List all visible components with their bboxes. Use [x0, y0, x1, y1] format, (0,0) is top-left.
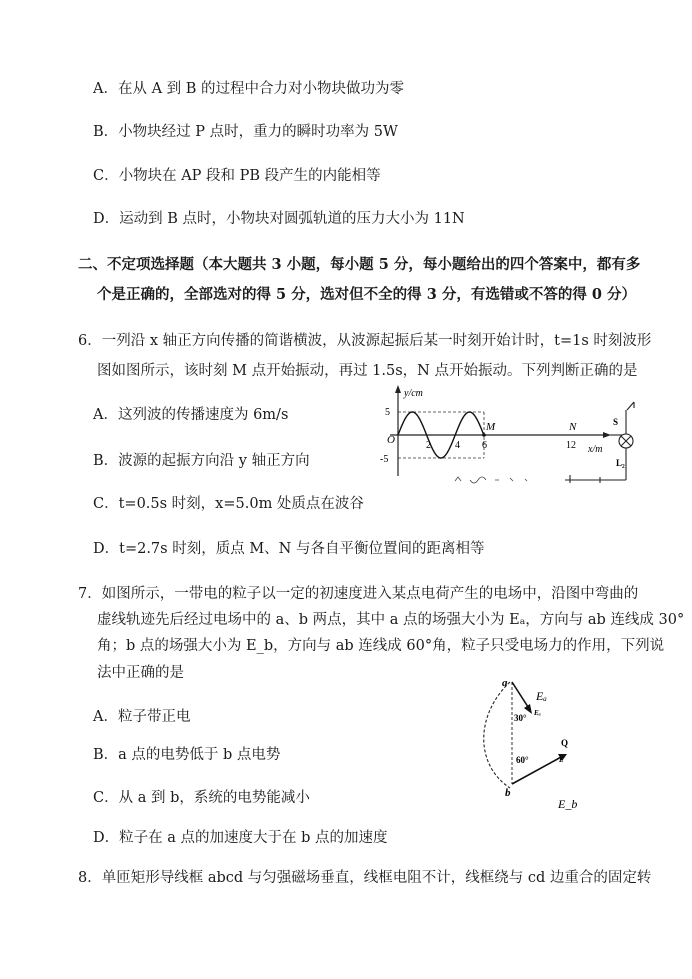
- wave-x-tick-4: 4: [455, 440, 460, 451]
- q6-stem-line2: 图如图所示，该时刻 M 点开始振动，再过 1.5s，N 点开始振动。下列判断正确的是: [97, 363, 638, 379]
- circuit-switch-label: S: [613, 417, 619, 427]
- q7-stem-line4: 法中正确的是: [97, 665, 184, 681]
- point-a-label: a: [502, 677, 508, 689]
- q-label: Q: [561, 738, 569, 748]
- wave-x-arrow: [603, 432, 611, 438]
- q7-stem-line2: 虚线轨迹先后经过电场中的 a、b 两点，其中 a 点的场强大小为 Eₐ，方向与 ab 连线成 30°: [97, 612, 685, 628]
- q7-stem-line3: 角；b 点的场强大小为 E_b，方向与 ab 连线成 60°角，粒子只受电场力的作用，下列说: [97, 638, 665, 654]
- wave-x-tick-12: 12: [566, 440, 576, 451]
- q7-option-d: D．粒子在 a 点的加速度大于在 b 点的加速度: [93, 830, 388, 846]
- field-b-small-label: E: [559, 756, 564, 764]
- q6-wave-figure: [360, 380, 650, 495]
- wave-point-n-label: N: [569, 421, 577, 433]
- wave-origin-label: O: [387, 434, 395, 446]
- wave-y-tick-5: 5: [385, 407, 390, 418]
- q7-option-a: A．粒子带正电: [93, 709, 191, 725]
- q6-option-a: A．这列波的传播速度为 6m/s: [93, 407, 289, 423]
- q6-stem-line1: 6．一列沿 x 轴正方向传播的简谐横波，从波源起振后某一时刻开始计时，t=1s 时刻波形: [78, 333, 652, 349]
- q8-stem-line1: 8．单匝矩形导线框 abcd 与匀强磁场垂直，线框电阻不计，线框绕与 cd 边重合的固定转: [78, 870, 652, 886]
- wave-y-tick-neg5: -5: [380, 454, 389, 465]
- section2-heading-line2: 个是正确的，全部选对的得 5 分，选对但不全的得 3 分，有选错或不答的得 0 分）: [97, 286, 637, 303]
- wave-x-tick-2: 2: [426, 440, 431, 451]
- scan-artifact-marks: [455, 477, 527, 483]
- circuit-lamp-label: L₂: [616, 458, 625, 468]
- q7-stem-line1: 7．如图所示，一带电的粒子以一定的初速度进入某点电荷产生的电场中，沿图中弯曲的: [78, 586, 639, 602]
- wave-y-arrow: [395, 385, 401, 393]
- q5-option-b: B．小物块经过 P 点时，重力的瞬时功率为 5W: [93, 124, 398, 140]
- trajectory-curve: [484, 682, 510, 788]
- angle-a-label: 30°: [514, 713, 527, 723]
- wave-point-m: [482, 433, 486, 437]
- q6-option-d: D．t=2.7s 时刻，质点 M、N 与各自平衡位置间的距离相等: [93, 541, 485, 557]
- wave-x-tick-6: 6: [482, 440, 487, 451]
- field-a-small-label: Eₐ: [534, 709, 541, 717]
- wave-x-label: x/m: [588, 444, 603, 455]
- section2-heading-line1: 二、不定项选择题（本大题共 3 小题，每小题 5 分，每小题给出的四个答案中，都有多: [78, 256, 641, 273]
- q5-option-d: D．运动到 B 点时，小物块对圆弧轨道的压力大小为 11N: [93, 211, 465, 227]
- field-a-label: Eₐ: [536, 689, 547, 703]
- q6-option-b: B．波源的起振方向沿 y 轴正方向: [93, 453, 310, 469]
- field-a-arrow: [512, 682, 530, 710]
- angle-b-label: 60°: [516, 755, 529, 765]
- wave-point-m-label: M: [486, 421, 496, 433]
- point-b-label: b: [505, 787, 511, 799]
- q6-option-c: C．t=0.5s 时刻，x=5.0m 处质点在波谷: [93, 496, 364, 512]
- q5-option-c: C．小物块在 AP 段和 PB 段产生的内能相等: [93, 168, 381, 184]
- q7-field-figure: [470, 670, 600, 815]
- wave-y-label: y/cm: [404, 388, 423, 399]
- q5-option-a: A．在从 A 到 B 的过程中合力对小物块做功为零: [93, 81, 405, 97]
- q7-option-b: B．a 点的电势低于 b 点电势: [93, 747, 281, 763]
- q7-option-c: C．从 a 到 b，系统的电势能减小: [93, 790, 310, 806]
- field-b-label: E_b: [558, 797, 578, 811]
